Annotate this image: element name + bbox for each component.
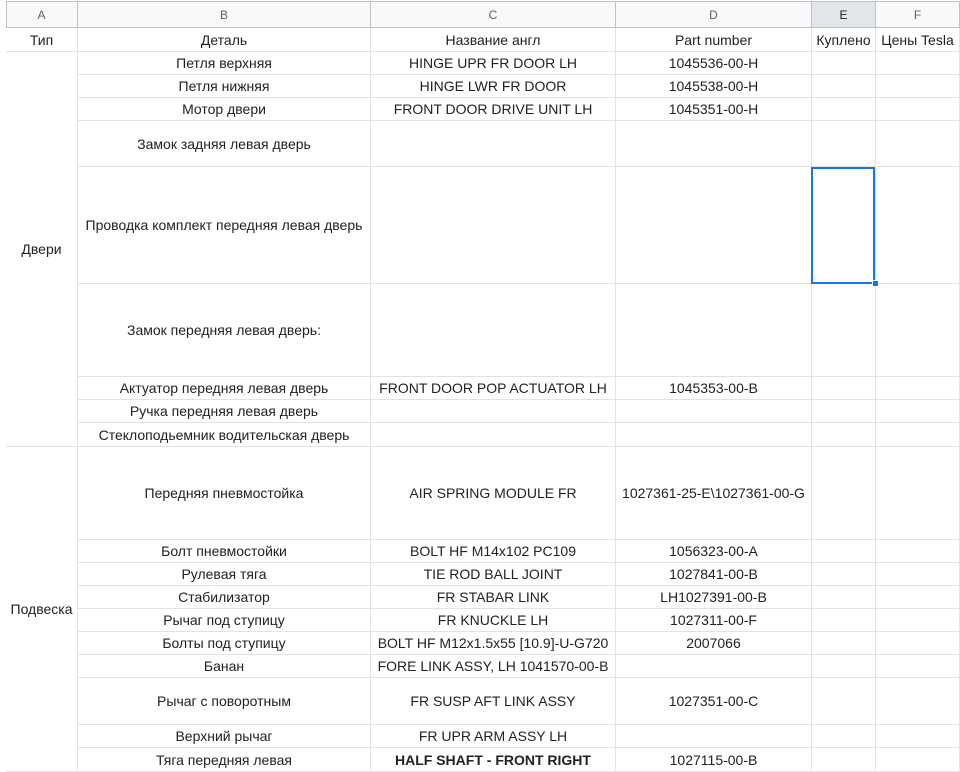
cell-bought[interactable]: [812, 447, 876, 540]
cell-part-number[interactable]: [616, 725, 812, 748]
cell-name-en[interactable]: FRONT DOOR POP ACTUATOR LH: [371, 377, 616, 400]
cell-name-en[interactable]: [371, 167, 616, 284]
cell-bought[interactable]: [812, 632, 876, 655]
cell-price[interactable]: [876, 121, 960, 167]
cell-bought[interactable]: [812, 609, 876, 632]
column-header-d[interactable]: D: [616, 2, 812, 28]
cell-part[interactable]: Петля нижняя: [78, 75, 371, 98]
cell-name-en[interactable]: FR KNUCKLE LH: [371, 609, 616, 632]
cell-bought[interactable]: [812, 284, 876, 377]
cell-part-number[interactable]: 1027351-00-C: [616, 678, 812, 725]
cell-price[interactable]: [876, 655, 960, 678]
cell-price[interactable]: [876, 400, 960, 423]
cell-bought[interactable]: [812, 540, 876, 563]
cell-price[interactable]: [876, 678, 960, 725]
cell-name-en[interactable]: FR UPR ARM ASSY LH: [371, 725, 616, 748]
cell-price[interactable]: [876, 725, 960, 748]
cell-part[interactable]: Тяга передняя левая: [78, 748, 371, 772]
cell-part[interactable]: Рычаг с поворотным: [78, 678, 371, 725]
column-header-c[interactable]: C: [371, 2, 616, 28]
column-header-b[interactable]: B: [78, 2, 371, 28]
fill-handle[interactable]: [872, 280, 879, 287]
cell-part-number[interactable]: [616, 167, 812, 284]
cell-name-en[interactable]: [371, 284, 616, 377]
cell-part[interactable]: Замок передняя левая дверь:: [78, 284, 371, 377]
cell-bought[interactable]: [812, 377, 876, 400]
cell-part[interactable]: Петля верхняя: [78, 52, 371, 75]
cell-part[interactable]: Рулевая тяга: [78, 563, 371, 586]
cell-part[interactable]: Банан: [78, 655, 371, 678]
cell-name-en[interactable]: AIR SPRING MODULE FR: [371, 447, 616, 540]
cell-price[interactable]: [876, 563, 960, 586]
header-cell-type[interactable]: Тип: [6, 28, 78, 52]
cell-part[interactable]: Стеклоподьемник водительская дверь: [78, 423, 371, 447]
cell-price[interactable]: [876, 75, 960, 98]
cell-part[interactable]: Стабилизатор: [78, 586, 371, 609]
cell-name-en[interactable]: [371, 121, 616, 167]
cell-price[interactable]: [876, 423, 960, 447]
cell-part-number[interactable]: 1045351-00-H: [616, 98, 812, 121]
cell-part-number[interactable]: 1045536-00-H: [616, 52, 812, 75]
cell-bought[interactable]: [812, 586, 876, 609]
cell-price[interactable]: [876, 284, 960, 377]
cell-bought[interactable]: [812, 748, 876, 772]
cell-name-en[interactable]: FR SUSP AFT LINK ASSY: [371, 678, 616, 725]
cell-part-number[interactable]: [616, 655, 812, 678]
cell-price[interactable]: [876, 609, 960, 632]
cell-part-number[interactable]: [616, 423, 812, 447]
cell-part[interactable]: Ручка передняя левая дверь: [78, 400, 371, 423]
header-cell-tesla-prices[interactable]: Цены Tesla: [876, 28, 960, 52]
cell-price[interactable]: [876, 748, 960, 772]
cell-bought[interactable]: [812, 678, 876, 725]
cell-name-en[interactable]: [371, 400, 616, 423]
group-cell-doors[interactable]: Двери: [6, 52, 78, 447]
cell-bought[interactable]: [812, 75, 876, 98]
cell-part-number[interactable]: [616, 284, 812, 377]
cell-price[interactable]: [876, 52, 960, 75]
cell-part-number[interactable]: 1027115-00-B: [616, 748, 812, 772]
cell-part[interactable]: Мотор двери: [78, 98, 371, 121]
cell-name-en[interactable]: FORE LINK ASSY, LH 1041570-00-B: [371, 655, 616, 678]
header-cell-name-en[interactable]: Название англ: [371, 28, 616, 52]
cell-price[interactable]: [876, 98, 960, 121]
cell-name-en[interactable]: TIE ROD BALL JOINT: [371, 563, 616, 586]
cell-part-number[interactable]: [616, 121, 812, 167]
cell-part[interactable]: Верхний рычаг: [78, 725, 371, 748]
cell-part[interactable]: Проводка комплект передняя левая дверь: [78, 167, 371, 284]
header-cell-bought[interactable]: Куплено: [812, 28, 876, 52]
cell-bought[interactable]: [812, 52, 876, 75]
cell-bought-selected[interactable]: [812, 167, 876, 284]
cell-name-en[interactable]: [371, 423, 616, 447]
column-header-f[interactable]: F: [876, 2, 960, 28]
cell-name-en[interactable]: FRONT DOOR DRIVE UNIT LH: [371, 98, 616, 121]
cell-part-number[interactable]: 1027361-25-E\1027361-00-G: [616, 447, 812, 540]
column-header-a[interactable]: A: [6, 2, 78, 28]
cell-bought[interactable]: [812, 655, 876, 678]
cell-price[interactable]: [876, 377, 960, 400]
column-header-e[interactable]: E: [812, 2, 876, 28]
cell-bought[interactable]: [812, 563, 876, 586]
header-cell-part-number[interactable]: Part number: [616, 28, 812, 52]
cell-part[interactable]: Актуатор передняя левая дверь: [78, 377, 371, 400]
cell-price[interactable]: [876, 540, 960, 563]
cell-bought[interactable]: [812, 121, 876, 167]
cell-part[interactable]: Замок задняя левая дверь: [78, 121, 371, 167]
cell-bought[interactable]: [812, 725, 876, 748]
cell-bought[interactable]: [812, 98, 876, 121]
cell-price[interactable]: [876, 632, 960, 655]
cell-name-en[interactable]: HINGE UPR FR DOOR LH: [371, 52, 616, 75]
cell-name-en[interactable]: BOLT HF M14x102 PC109: [371, 540, 616, 563]
group-cell-suspension[interactable]: Подвеска: [6, 447, 78, 772]
cell-part-number[interactable]: 1056323-00-A: [616, 540, 812, 563]
cell-part-number[interactable]: [616, 400, 812, 423]
cell-bought[interactable]: [812, 423, 876, 447]
cell-name-en[interactable]: BOLT HF M12x1.5x55 [10.9]-U-G720: [371, 632, 616, 655]
cell-name-en[interactable]: FR STABAR LINK: [371, 586, 616, 609]
cell-part[interactable]: Болты под ступицу: [78, 632, 371, 655]
cell-part-number[interactable]: 2007066: [616, 632, 812, 655]
cell-part[interactable]: Передняя пневмостойка: [78, 447, 371, 540]
cell-part-number[interactable]: 1045353-00-B: [616, 377, 812, 400]
header-cell-part[interactable]: Деталь: [78, 28, 371, 52]
cell-part-number[interactable]: LH1027391-00-B: [616, 586, 812, 609]
cell-name-en[interactable]: HALF SHAFT - FRONT RIGHT: [371, 748, 616, 772]
cell-part-number[interactable]: 1027311-00-F: [616, 609, 812, 632]
cell-bought[interactable]: [812, 400, 876, 423]
spreadsheet-grid: [6, 0, 960, 772]
cell-part-number[interactable]: 1027841-00-B: [616, 563, 812, 586]
cell-part-number[interactable]: 1045538-00-H: [616, 75, 812, 98]
cell-price[interactable]: [876, 586, 960, 609]
cell-part[interactable]: Рычаг под ступицу: [78, 609, 371, 632]
cell-price[interactable]: [876, 167, 960, 284]
cell-name-en[interactable]: HINGE LWR FR DOOR: [371, 75, 616, 98]
cell-part[interactable]: Болт пневмостойки: [78, 540, 371, 563]
cell-price[interactable]: [876, 447, 960, 540]
